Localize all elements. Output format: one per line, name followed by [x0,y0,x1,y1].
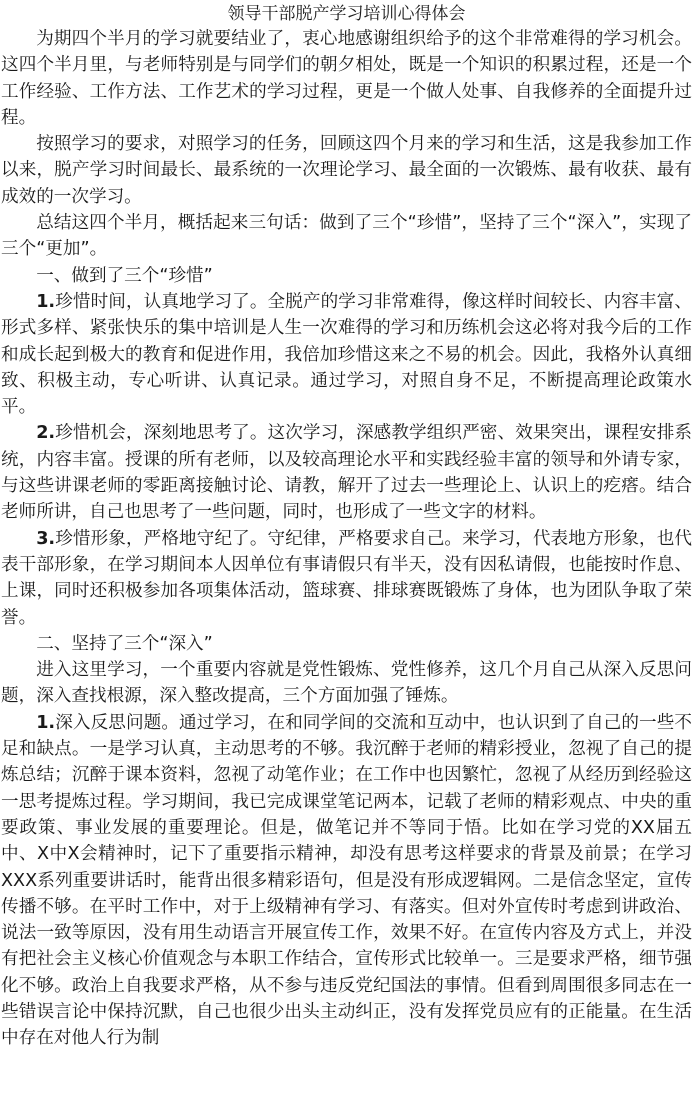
paragraph-section-2-intro [1,657,692,710]
paragraph-text: 深入反思问题。通过学习，在和同学间的交流和互动中，也认识到了自己的一些不足和缺点。一是学习认真，主动思考的不够。我沉醉于老师的精彩授业，忽视了自己的提炼总结；沉醉于课本资料，忽视了动笔作业；在工作中也因繁忙，忽视了从经历到经验这一思考提炼过程。学习期间，我已完成课堂笔记两本，记载了老师的精彩观点、中央的重要政策、事业发展的重要理论。但是，做笔记并不等同于悟。比如在学习党的XX届五中、X中X会精神时，记下了重要指示精神，却没有思考这样要求的背景及前景；在学习XXX系列重要讲话时，能背出很多精彩语句，但是没有形成逻辑网。二是信念坚定，宣传传播不够。在平时工作中，对于上级精神有学习、有落实。但对外宣传时考虑到讲政治、说法一致等原因，没有用生动语言开展宣传工作，效果不好。在宣传内容及方式上，并没有把社会主义核心价值观念与本职工作结合，宣传形式比较单一。三是要求严格，细节强化不够。政治上自我要求严格，从不参与违反党纪国法的事情。但看到周围很多同志在一些错误言论中保持沉默，自己也很少出头主动纠正，没有发挥党员应有的正能量。在生活中存在对他人行为制 [1,712,692,1049]
heading-text: 一、做到了三个“珍惜” [36,265,213,286]
paragraph-text: 珍惜形象，严格地守纪了。守纪律，严格要求自己。来学习，代表地方形象，也代表干部形象，在学习期间本人因单位有事请假只有半天，没有因私请假，也能按时作息、上课，同时还积极参加各项集体活动，篮球赛、排球赛既锻炼了身体，也为团队争取了荣誉。 [1,528,692,628]
section-heading-1 [1,263,692,289]
item-number: 2. [36,423,56,444]
paragraph-summary [1,210,692,263]
paragraph-text: 珍惜机会，深刻地思考了。这次学习，深感教学组织严密、效果突出，课程安排系统，内容丰富。授课的所有老师，以及较高理论水平和实践经验丰富的领导和外请专家，与这些讲课老师的零距离接触讨论、请教，解开了过去一些理论上、认识上的疙瘩。结合老师所讲，自己也思考了一些问题，同时，也形成了一些文字的材料。 [1,423,692,523]
paragraph-item-2-1 [1,710,692,1052]
paragraph-text: 珍惜时间，认真地学习了。全脱产的学习非常难得，像这样时间较长、内容丰富、形式多样、紧张快乐的集中培训是人生一次难得的学习和历练机会这必将对我今后的工作和成长起到极大的教育和促进作用，我倍加珍惜这来之不易的机会。因此，我格外认真细致、积极主动，专心听讲、认真记录。通过学习，对照自身不足，不断提高理论政策水平。 [1,291,692,418]
item-number: 1. [36,291,56,312]
paragraph-item-1-1 [1,289,692,420]
paragraph-text: 总结这四个半月，概括起来三句话：做到了三个“珍惜”，坚持了三个“深入”，实现了三个“更加”。 [1,213,692,260]
item-number: 3. [36,528,56,549]
paragraph-item-1-3 [1,526,692,631]
paragraph-text: 为期四个半月的学习就要结业了，衷心地感谢组织给予的这个非常难得的学习机会。这四个半月里，与老师特别是与同学们的朝夕相处，既是一个知识的积累过程，还是一个工作经验、工作方法、工作艺术的学习过程，更是一个做人处事、自我修养的全面提升过程。 [1,29,692,128]
paragraph-text: 进入这里学习，一个重要内容就是党性锻炼、党性修养，这几个月自己从深入反思问题，深入查找根源，深入整改提高，三个方面加强了锤炼。 [1,660,692,707]
section-heading-2 [1,631,692,657]
paragraph-text: 按照学习的要求，对照学习的任务，回顾这四个月来的学习和生活，这是我参加工作以来，脱产学习时间最长、最系统的一次理论学习、最全面的一次锻炼、最有收获、最有成效的一次学习。 [1,134,692,207]
paragraph-intro [1,26,692,131]
paragraph-review [1,131,692,210]
document-title: 领导干部脱产学习培训心得体会 [227,4,466,24]
item-number: 1. [36,712,56,733]
paragraph-item-1-2 [1,420,692,525]
heading-text: 二、坚持了三个“深入” [36,633,213,654]
